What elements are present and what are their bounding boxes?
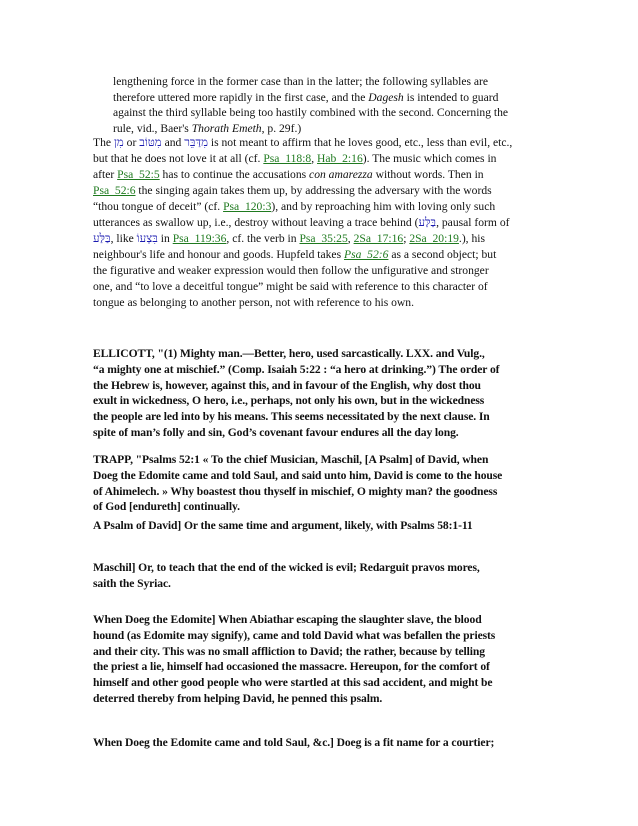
psalm-of-david-note <box>93 518 553 534</box>
text-line: neighbour's life and honour and goods. Hupfeld takes Psa_52:6 as a second object; but <box>93 248 497 261</box>
doeg-note <box>93 612 553 707</box>
ellicott-commentary <box>93 346 553 441</box>
text-line: of God [endureth] continually. <box>93 500 240 514</box>
text-line: the Hebrew is, however, against this, and in favour of the English, why dost thou <box>93 378 481 392</box>
text-line: the figurative and weaker expression would then follow the unfigurative and stronger <box>93 264 489 277</box>
scripture-link[interactable]: Psa_118:8 <box>263 152 312 165</box>
hebrew-word: בַּלַּע <box>93 232 111 245</box>
text-line: one, and “to love a deceitful tongue” might be said with reference to this character of <box>93 280 488 293</box>
hebrew-word: בַּלַּע <box>418 216 437 229</box>
trapp-commentary <box>93 452 553 515</box>
text-line: saith the Syriac. <box>93 576 171 590</box>
doeg-courtier-note <box>93 735 553 751</box>
text-line: of Ahimelech. » Why boastest thou thyself in mischief, O mighty man? the goodness <box>93 484 498 498</box>
hebrew-word: מִדַּבֵּר <box>184 136 208 149</box>
scripture-link[interactable]: 2Sa_17:16 <box>353 232 404 245</box>
text-line: the people are led into by his means. This seems necessitated by the next clause. In <box>93 410 490 424</box>
maschil-note <box>93 560 553 592</box>
text-line: A Psalm of David] Or the same time and argument, likely, with Psalms 58:1-11 <box>93 519 473 532</box>
text-line: himself and other good people who were startled at this sad accident, and might be <box>93 676 493 690</box>
text-line: Psa_52:6 the singing again takes them up, by addressing the adversary with the words <box>93 184 492 197</box>
text-line: When Doeg the Edomite] When Abiathar escaping the slaughter slave, the blood <box>93 613 482 626</box>
text-line: “thou tongue of deceit” (cf. Psa_120:3), and by reproaching him with loving only such <box>93 200 496 213</box>
text-line: rule, vid., Baer's Thorath Emeth, p. 29f.) <box>113 121 302 135</box>
text-line: TRAPP, "Psalms 52:1 « To the chief Musician, Maschil, [A Psalm] of David, when <box>93 453 489 466</box>
scripture-link[interactable]: Psa_35:25 <box>299 232 348 245</box>
text-line: the priest a lie, himself had occasioned the massacre. Hereupon, for the comfort of <box>93 660 490 674</box>
text-line: utterances as swallow up, i.e., destroy without leaving a trace behind (בַּלַּע, pausal form of <box>93 216 510 229</box>
text-line: lengthening force in the former case than in the latter; the following syllables are <box>113 75 489 88</box>
text-line: ELLICOTT, "(1) Mighty man.—Better, hero, used sarcastically. LXX. and Vulg., <box>93 347 485 360</box>
text-line: בַּלַּע, like בִּצְעוֹ in Psa_119:36, cf. the verb in Psa_35:25, 2Sa_17:16; 2Sa_20:19.), his <box>93 232 486 245</box>
text-line: but that he does not love it at all (cf. Psa_118:8, Hab_2:16). The music which comes in <box>93 152 497 165</box>
hebrew-word: מִטּוֹב <box>139 136 162 149</box>
scripture-link[interactable]: Hab_2:16 <box>317 152 363 165</box>
text-line: spite of man’s folly and sin, God’s covenant favour endures all the day long. <box>93 425 459 439</box>
scripture-link[interactable]: Psa_52:5 <box>117 168 160 181</box>
commentary-paragraph <box>93 135 553 311</box>
text-line: after Psa_52:5 has to continue the accusations con amarezza without words. Then in <box>93 168 484 181</box>
text-line: against the third syllable being too hastily combined with the second. Concerning the <box>113 106 509 120</box>
text-line: Doeg the Edomite came and told Saul, and said unto him, David is come to the house <box>93 468 503 482</box>
text-line: and their city. This was no small affliction to David; the rather, because by telling <box>93 644 485 658</box>
indented-note <box>113 74 553 136</box>
scripture-link[interactable]: Psa_120:3 <box>223 200 272 213</box>
scripture-link[interactable]: Psa_52:6 <box>93 184 136 197</box>
scripture-link[interactable]: 2Sa_20:19 <box>409 232 459 245</box>
text-line: deterred thereby from helping David, he penned this psalm. <box>93 691 383 705</box>
text-line: The מִן or מִטּוֹב and מִדַּבֵּר is not meant to affirm that he loves good, etc., less than evil, etc., <box>93 136 513 149</box>
text-line: “a mighty one at mischief.” (Comp. Isaiah 5:22 : “a hero at drinking.”) The order of <box>93 362 500 376</box>
text-line: When Doeg the Edomite came and told Saul, &c.] Doeg is a fit name for a courtier; <box>93 736 495 749</box>
text-line: exult in wickedness, O hero, i.e., perhaps, not only his own, but in the wickedness <box>93 394 485 408</box>
scripture-link[interactable]: Psa_119:36 <box>172 232 227 245</box>
text-line: Maschil] Or, to teach that the end of the wicked is evil; Redarguit pravos mores, <box>93 561 480 574</box>
hebrew-word: מִן <box>113 136 124 149</box>
text-line: hound (as Edomite may signify), came and told David what was befallen the priests <box>93 628 496 642</box>
scripture-link[interactable]: Psa_52:6 <box>343 248 389 261</box>
text-line: tongue as belonging to another person, not with reference to his own. <box>93 296 415 309</box>
text-line: therefore uttered more rapidly in the first case, and the Dagesh is intended to guard <box>113 90 499 104</box>
hebrew-word: בִּצְעוֹ <box>136 232 158 245</box>
